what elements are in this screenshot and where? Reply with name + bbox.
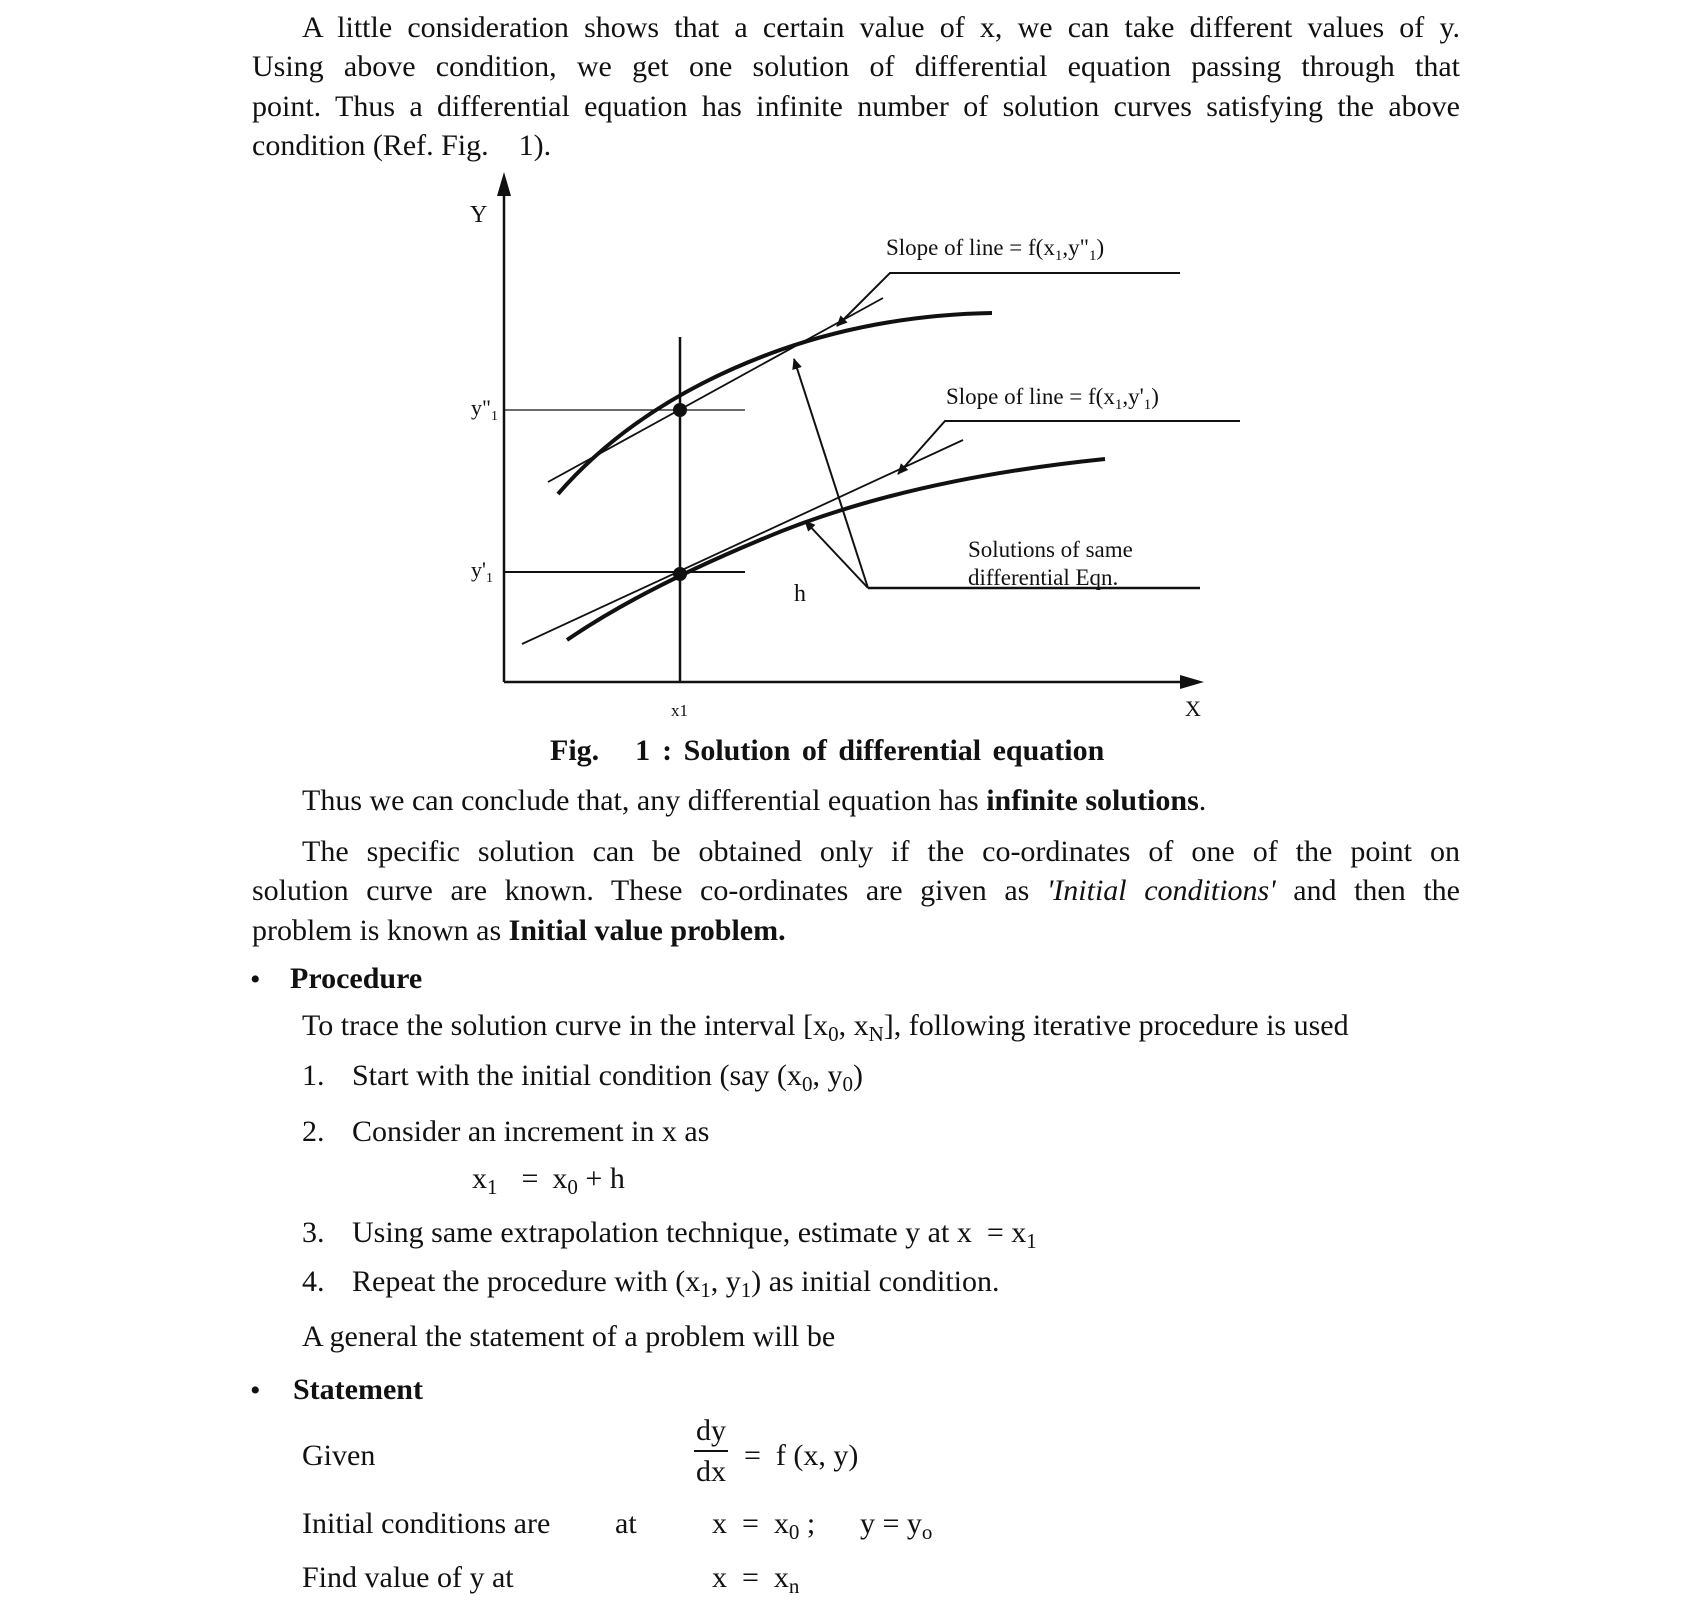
initial-x-condition: $x = x_0$ ; — [712, 1507, 816, 1544]
intro-line-2: Using above condition, we get one solution of differential equation passing through that — [252, 50, 1460, 84]
intro-line-3: point. Thus a differential equation has infinite number of solution curves satisfying the above — [252, 89, 1460, 123]
solutions-arrow-lower — [805, 521, 868, 588]
procedure-intro: To trace the solution curve in the interval [$x_0$, $x_N$], following iterative procedure is used — [302, 1009, 1349, 1046]
upper-point — [673, 403, 687, 417]
initial-conditions-at: at — [615, 1507, 637, 1540]
caption-text: : Solution of differential equation — [662, 734, 1105, 767]
specific-paragraph — [252, 832, 1460, 950]
step-3-text: Using same extrapolation technique, estimate y at $x = x_1$ — [352, 1216, 1037, 1253]
specific-line-2: solution curve are known. These co-ordinates are given as 'Initial conditions' and then the — [252, 874, 1460, 908]
procedure-heading: Procedure — [290, 962, 423, 995]
solution-figure — [0, 0, 1700, 760]
slope-lower-label: Slope of line = $f(x_1,y'_1)$ — [946, 384, 1159, 413]
given-rhs: = f (x, y) — [744, 1439, 859, 1472]
x-axis-arrow — [1180, 675, 1204, 689]
general-statement: A general the statement of a problem will be — [302, 1320, 836, 1353]
y-axis-arrow — [497, 172, 511, 196]
slope-upper-label: Slope of line = $f(x_1,y"_1)$ — [886, 235, 1105, 264]
solutions-arrow-upper — [794, 359, 868, 588]
caption-number: 1 — [635, 734, 651, 767]
upper-solution-curve — [558, 313, 992, 494]
conclusion-line: Thus we can conclude that, any differential equation has infinite solutions. — [302, 784, 1207, 817]
x1-tick-label: x1 — [671, 701, 688, 720]
step-4-text: Repeat the procedure with ($x_1$, $y_1$) as initial condition. — [352, 1265, 1000, 1302]
solutions-label-line-2: differential Eqn. — [968, 565, 1119, 590]
lower-slope-leader — [898, 421, 1240, 474]
statement-heading: Statement — [293, 1373, 423, 1406]
initial-y-condition: $y = y_o$ — [860, 1507, 933, 1544]
step-3-number: 3. — [302, 1216, 325, 1249]
statement-bullet: • — [250, 1374, 261, 1407]
given-label: Given — [302, 1439, 376, 1472]
fraction-denominator: dx — [696, 1455, 726, 1488]
fraction-numerator: dy — [694, 1414, 728, 1452]
step-2-number: 2. — [302, 1115, 325, 1148]
caption-fig: Fig. — [550, 734, 600, 767]
step-1-text: Start with the initial condition (say ($x_0$, $y_0$) — [352, 1059, 863, 1096]
y-lower-tick-label: $y'_1$ — [471, 557, 493, 586]
upper-slope-leader — [837, 273, 1180, 326]
y-axis-label: Y — [470, 202, 488, 228]
specific-line-3: problem is known as Initial value problem. — [252, 913, 786, 947]
conclusion-bold: infinite solutions — [986, 784, 1199, 817]
initial-conditions-label: Initial conditions are — [302, 1507, 551, 1540]
upper-tangent-line — [548, 298, 883, 482]
solutions-label-line-1: Solutions of same — [968, 537, 1133, 562]
specific-line-1: The specific solution can be obtained only if the co-ordinates of one of the point on — [302, 835, 1460, 868]
procedure-bullet: • — [250, 963, 261, 996]
x-axis-label: X — [1185, 696, 1201, 721]
step-2-text: Consider an increment in x as — [352, 1115, 710, 1148]
find-value-label: Find value of y at — [302, 1561, 514, 1594]
y-upper-tick-label: $y"_1$ — [471, 395, 498, 424]
increment-equation: $x_1 = x_0 + h$ — [472, 1162, 625, 1199]
intro-line-1: A little consideration shows that a certain value of x, we can take different values of y. — [302, 11, 1460, 44]
find-x-condition: $x = x_n$ — [712, 1561, 800, 1598]
step-4-number: 4. — [302, 1265, 325, 1298]
dy-dx-fraction — [694, 1414, 728, 1490]
lower-tangent-line — [522, 440, 963, 644]
lower-point — [673, 567, 687, 581]
intro-line-4: condition (Ref. Fig. 1). — [252, 128, 552, 162]
figure-caption — [550, 731, 1104, 770]
h-label: h — [794, 581, 806, 607]
step-1-number: 1. — [302, 1059, 325, 1092]
